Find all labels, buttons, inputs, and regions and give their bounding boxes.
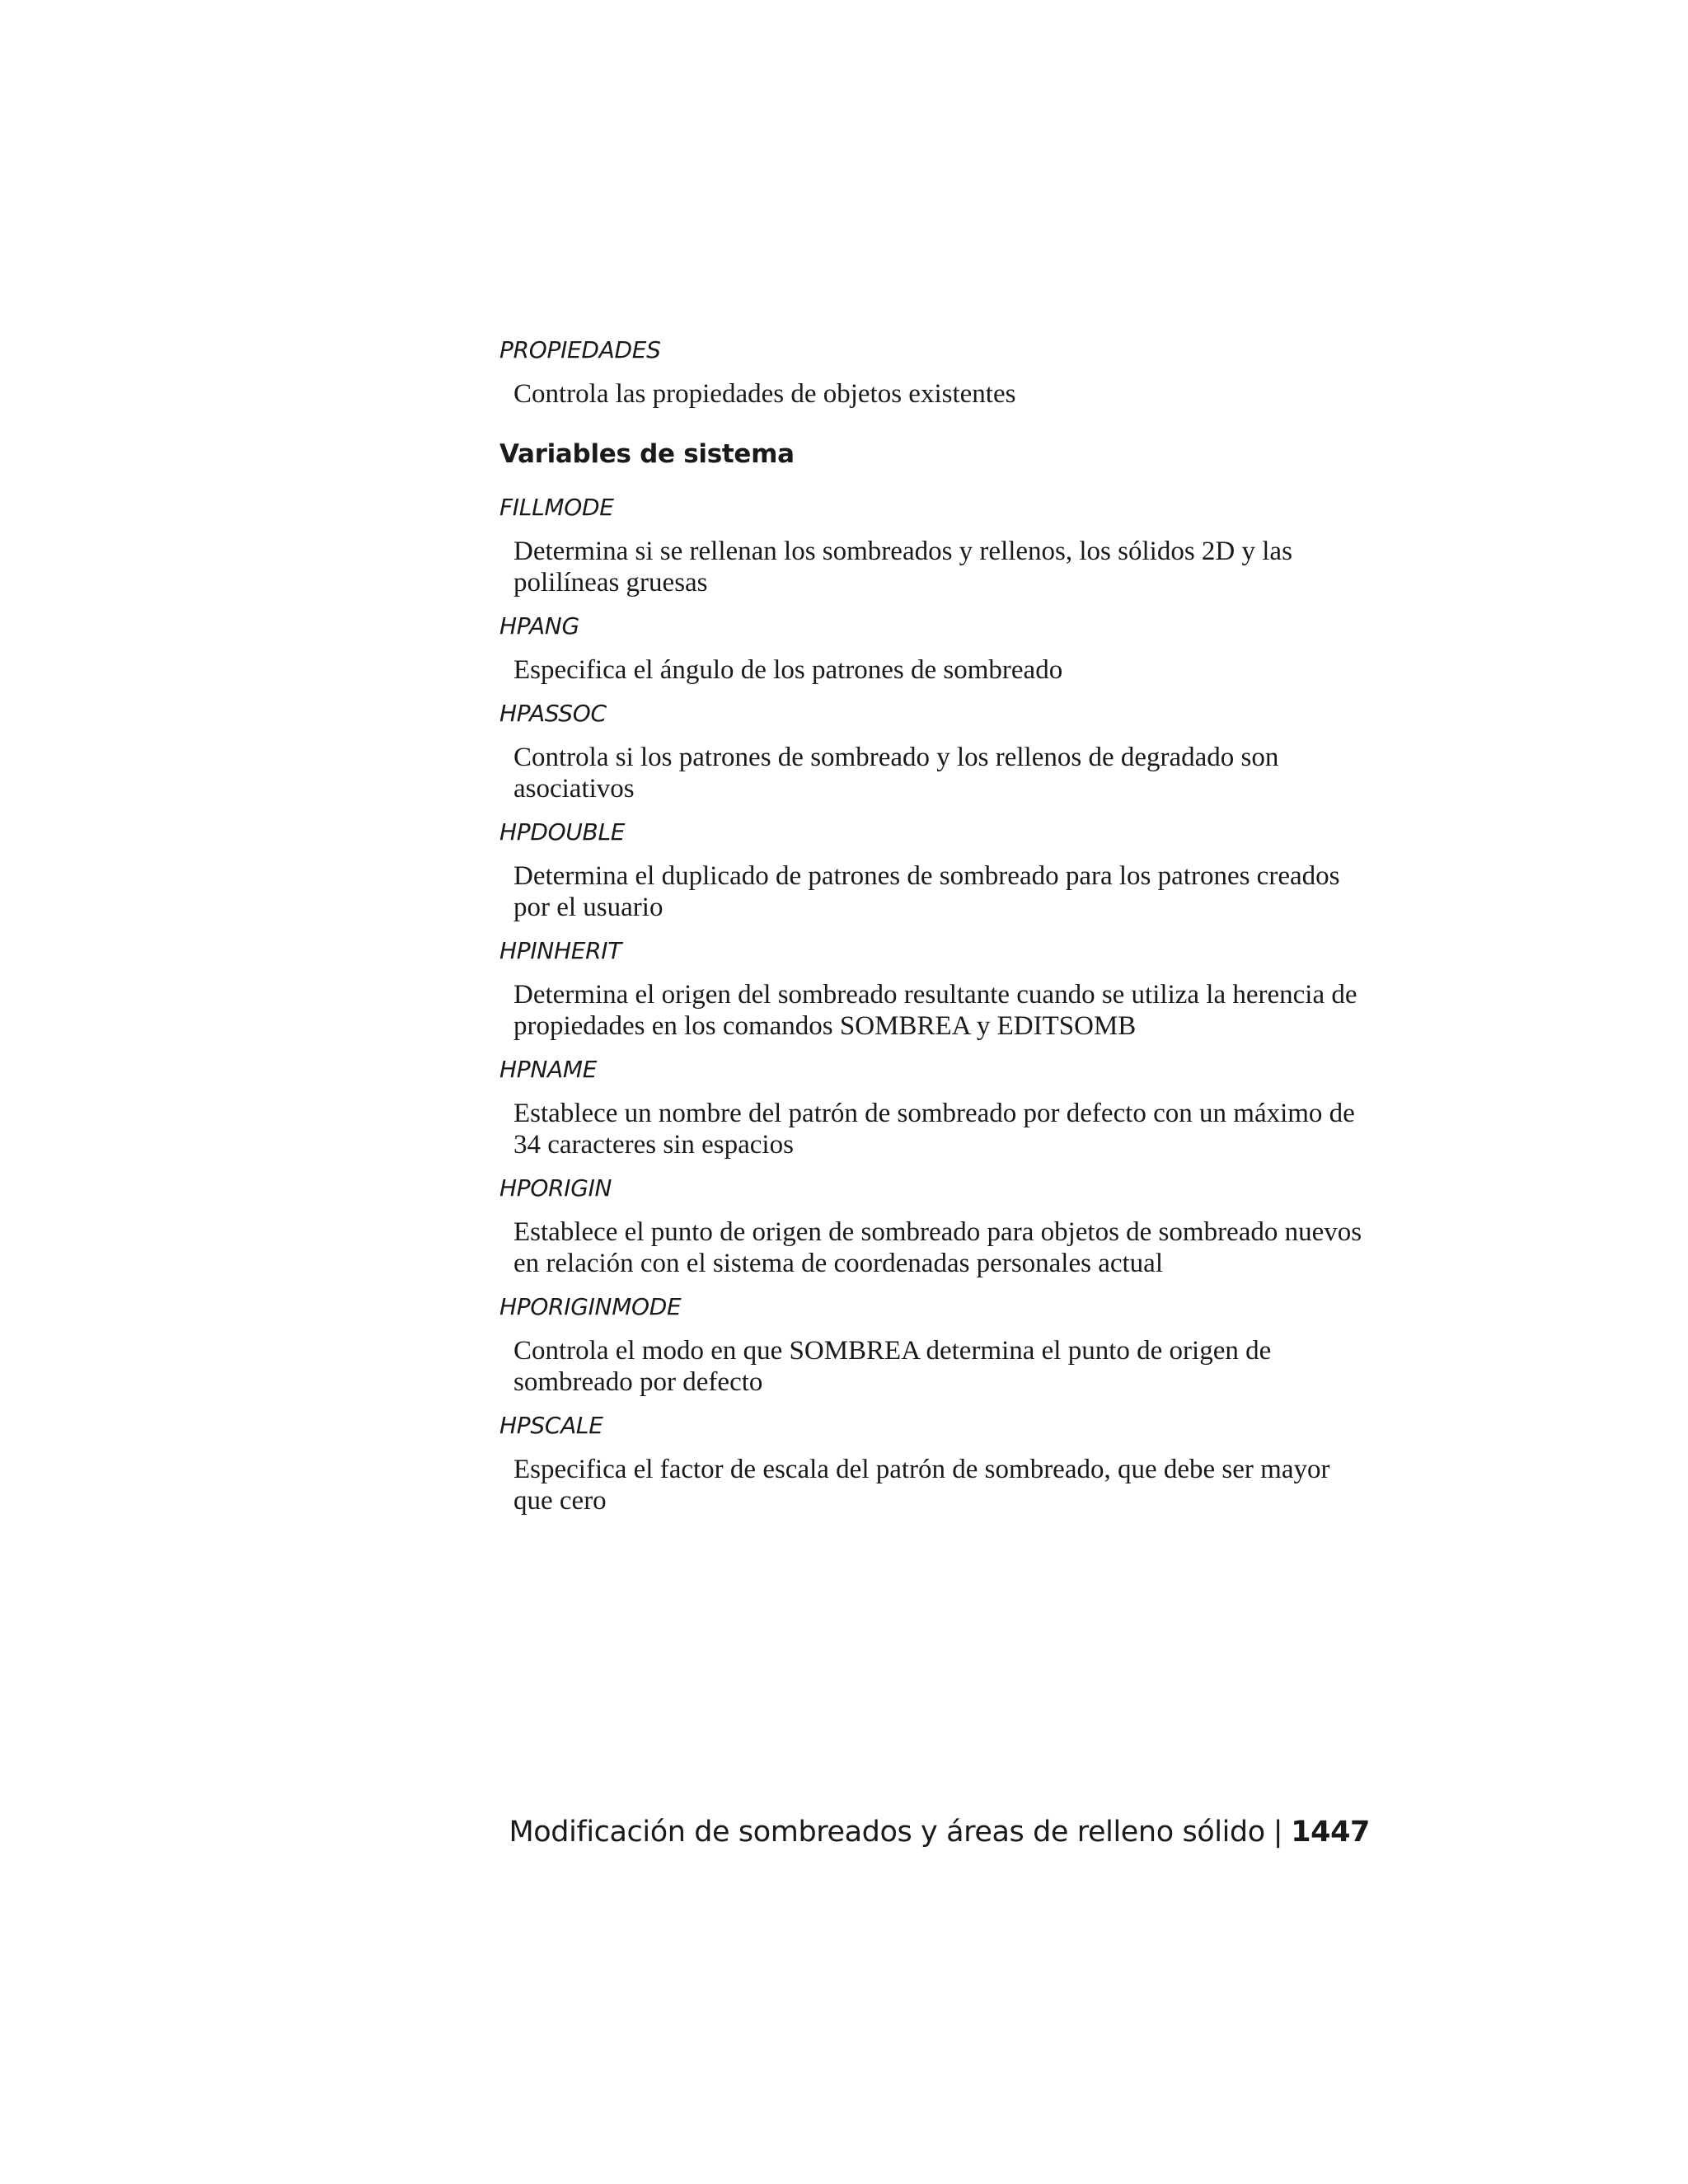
term-propiedades: PROPIEDADES [499,336,661,363]
desc-hpang: Especifica el ángulo de los patrones de sombreado [513,655,1063,685]
page-number: 1447 [1291,1816,1370,1849]
desc-hpassoc: Controla si los patrones de sombreado y los rellenos de degradado son asociativos [513,743,1279,804]
term-hpname: HPNAME [499,1056,598,1083]
footer-separator: | [1273,1816,1283,1849]
term-hpdouble: HPDOUBLE [499,818,626,846]
desc-propiedades: Controla las propiedades de objetos existentes [513,379,1016,409]
term-fillmode: FILLMODE [499,494,614,521]
desc-hpscale: Especifica el factor de escala del patrón de sombreado, que debe ser mayor que cero [513,1455,1330,1516]
desc-fillmode: Determina si se rellenan los sombreados y rellenos, los sólidos 2D y las polilíneas gruesas [513,537,1292,598]
term-hpinherit: HPINHERIT [499,937,622,964]
page-content [499,334,1373,1516]
desc-hporiginmode: Controla el modo en que SOMBREA determina el punto de origen de sombreado por defecto [513,1336,1272,1397]
term-hpassoc: HPASSOC [499,700,607,727]
term-hporiginmode: HPORIGINMODE [499,1293,682,1320]
term-hpscale: HPSCALE [499,1412,603,1439]
section-heading: Variables de sistema [499,439,795,469]
desc-hpname: Establece un nombre del patrón de sombreado por defecto con un máximo de 34 caracteres sin espacios [513,1099,1355,1160]
desc-hpinherit: Determina el origen del sombreado resultante cuando se utiliza la herencia de propiedades en los comandos SOMBREA y EDITSOMB [513,980,1357,1041]
page-footer [509,1811,1370,1853]
desc-hporigin: Establece el punto de origen de sombreado para objetos de sombreado nuevos en relación con el sistema de coordenadas personales actual [513,1217,1362,1278]
footer-title: Modificación de sombreados y áreas de relleno sólido [509,1816,1265,1849]
term-hporigin: HPORIGIN [499,1174,612,1202]
term-hpang: HPANG [499,612,579,640]
desc-hpdouble: Determina el duplicado de patrones de sombreado para los patrones creados por el usuario [513,861,1340,922]
